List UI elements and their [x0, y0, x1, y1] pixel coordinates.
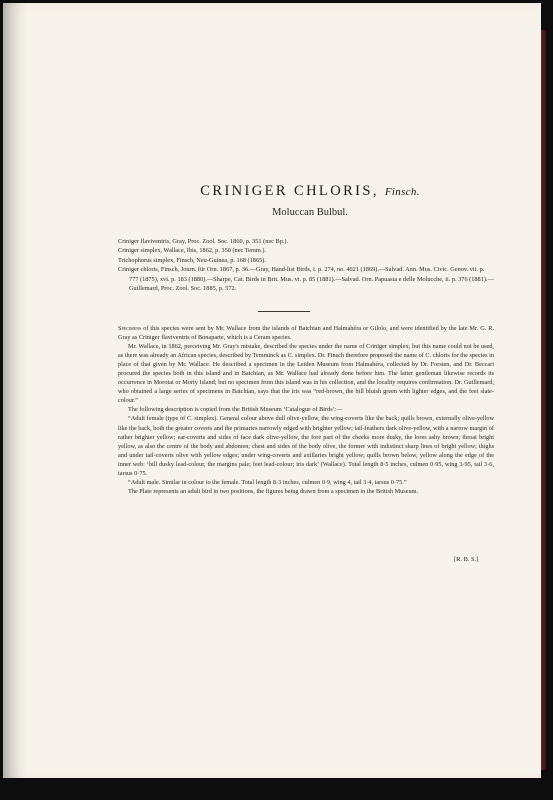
synonymy-entry: Criniger chloris, Finsch, Journ. für Orn. 1867, p. 36.—Gray, Hand-list Birds, i. p. 274, no. 4021 (1869).—Salvad. Ann. Mus. Civic. Genov. vii. p. 777 (1875), xvi. p. 183 (1880).—Sharpe, Cat. Birds in Brit. Mus. vi. p. 85 (1881).—Salvad. Orn. Papuasia e delle Molucche, ii. p. 376 (1881).—Guillemard, Proc. Zool. Soc. 1885, p. 572.	[118, 266, 494, 293]
species-title	[80, 183, 540, 200]
paragraph: The following description is copied from the British Museum ‘Catalogue of Birds’:—	[128, 406, 343, 414]
synonymy-entry: Criniger simplex, Wallace, Ibis, 1862, p. 350 (nec Temm.).	[118, 247, 266, 255]
species-name: CRINIGER CHLORIS,	[200, 183, 379, 199]
synonymy-list	[118, 237, 494, 293]
page-gutter-shadow	[3, 3, 27, 778]
paragraph-lead: Specimens	[118, 325, 142, 332]
paragraph-text: of this species were sent by Mr. Wallace from the islands of Batchian and Halmahéra or Gilolo, and were identified by the late Mr. G. R. Gray as Criniger flaviventris of Bonaparte, which is a Ceram species.	[118, 325, 494, 342]
section-divider	[258, 311, 310, 312]
paragraph: Mr. Wallace, in 1862, perceiving Mr. Gray's mistake, described the species under the name of Criniger simplex; but this name could not be used, as there was already an African species, described by Temminck as C. simplex. Dr. Finsch therefore proposed the name of C. chloris for the species in place of that given by Mr. Wallace. He described a specimen in the Leiden Museum from Halmahéra, collected by Dr. Forsten, and Dr. Beccari procured the species both in this island and in Batchian, as Mr. Wallace had already done before him. The latter gentleman likewise records its occurrence in Morotai or Morty Island; but no specimen from this island was in his collection, and the locality requires confirmation. Dr. Guillemard, who obtained a large series of specimens in Batchian, says that the iris was “red-brown, the bill bluish green with lighter edges, and the feet slate-colour.”	[118, 343, 494, 405]
species-authority: Finsch.	[384, 186, 420, 198]
author-initials: [R. B. S.]	[454, 556, 479, 563]
synonymy-entry: Criniger flaviventris, Gray, Proc. Zool. Soc. 1860, p. 351 (nec Bp.).	[118, 238, 289, 245]
common-name: Moluccan Bulbul.	[272, 207, 348, 218]
body-text	[118, 324, 494, 496]
paragraph: “Adult male. Similar in colour to the female. Total length 8·3 inches, culmen 0·9, wing 4, tail 3·4, tarsus 0·75.”	[128, 478, 407, 486]
synonymy-entry: Trichophorus simplex, Finsch, Neu-Guinea, p. 168 (1865).	[118, 256, 266, 264]
paragraph: “Adult female (type of C. simplex). General colour above dull olive-yellow, the wing-coverts like the back; quills brown, externally olive-yellow like the back, both the greater coverts and the primaries narrowly edged with brighter yellow; tail-feathers dark olive-yellow, with a narrow margin of rather brighter yellow; ear-coverts and sides of face dark olive-yellow, the fore part of the cheeks more dusky, the lores ashy brown; throat bright yellow, as also the centre of the body and abdomen; chest and sides of the body olive, the former with indistinct sharp lines of bright yellow; thighs and under tail-coverts olive with yellow edges; under wing-coverts and axillaries bright yellow; quills brown below, yellow along the edge of the inner web: ‘bill dusky lead-colour, the margins pale; feet lead-colour; iris dark’ (Wallace). Total length 8·5 inches, culmen 0·95, wing 3·95, tail 3·6, tarsus 0·75.	[118, 415, 494, 477]
paragraph: The Plate represents an adult bird in two positions, the figures being drawn from a specimen in the British Museum.	[128, 487, 419, 495]
paragraph	[118, 324, 494, 342]
